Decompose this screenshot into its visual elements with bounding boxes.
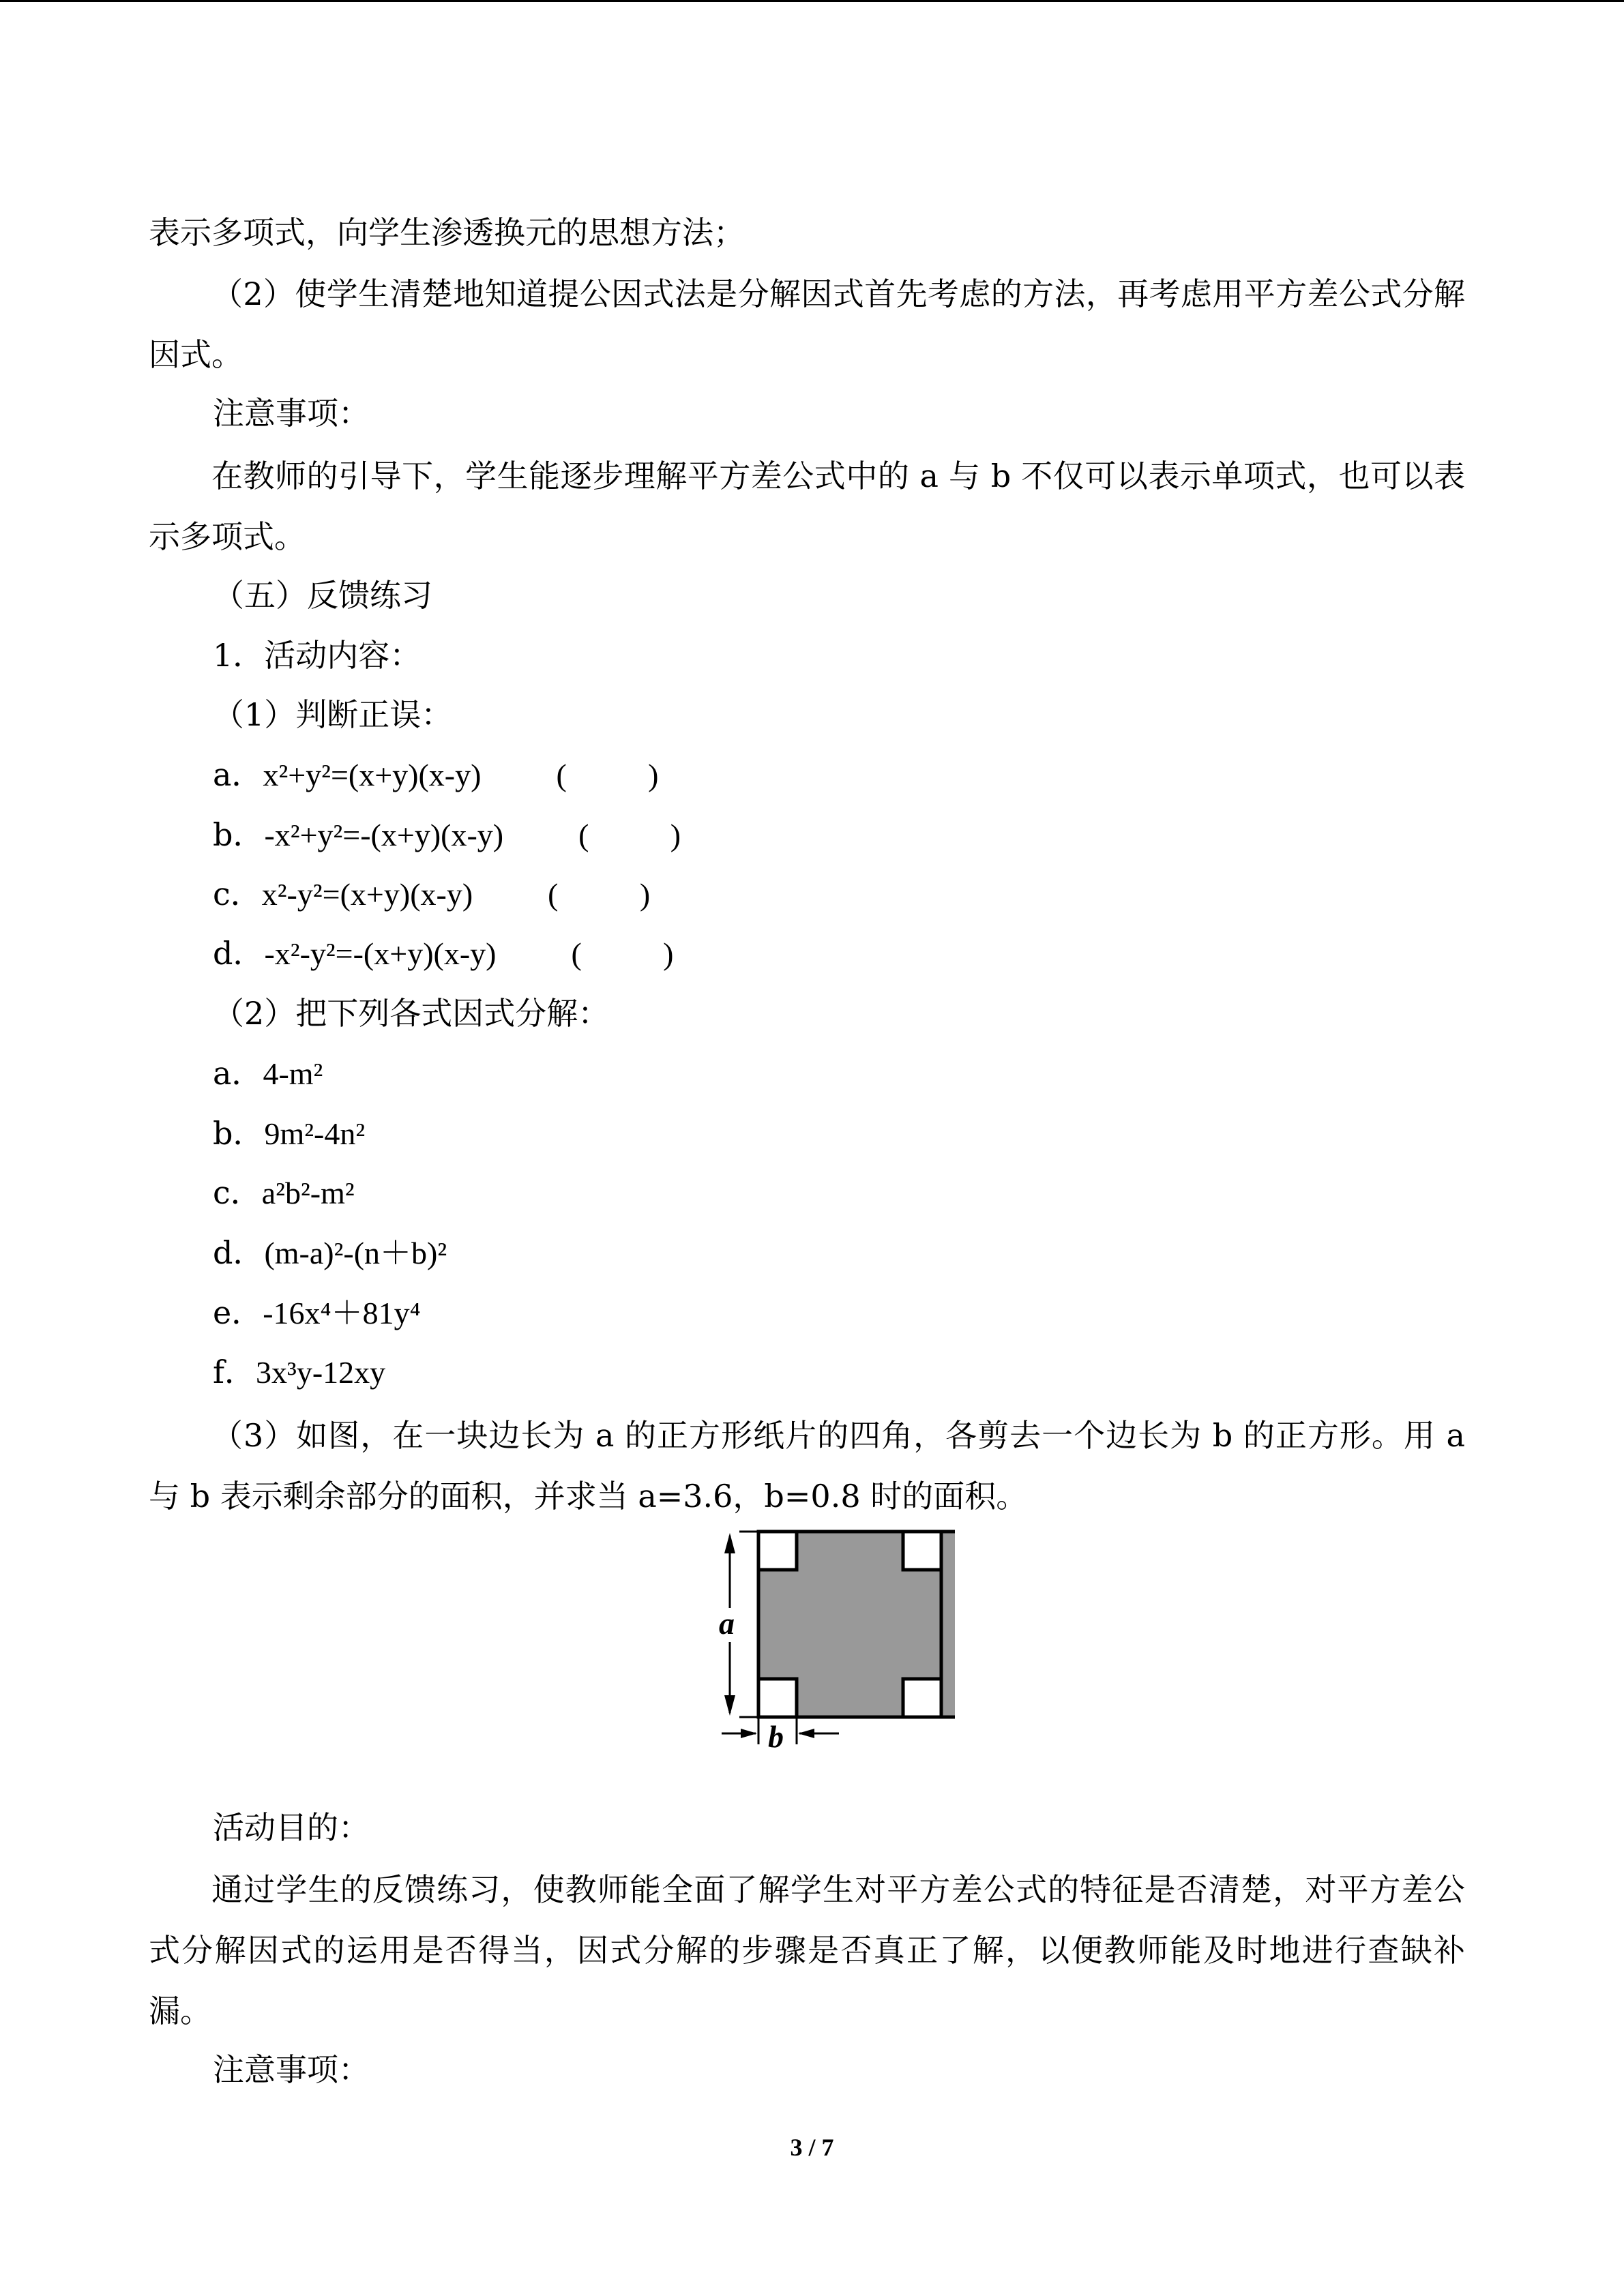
text-line: 表示多项式，向学生渗透换元的思想方法；	[149, 214, 745, 251]
q1-item-a: a．x²+y²=(x+y)(x-y) ( )	[213, 756, 659, 793]
q2-item-f-expr: 3x³y-12xy	[256, 1355, 386, 1390]
q1-item-b-expr: -x²+y²=-(x+y)(x-y)	[264, 818, 504, 852]
q2-item-a-expr: 4-m²	[263, 1056, 323, 1091]
page-number: 3 / 7	[790, 2134, 834, 2161]
q2-item-a: a．4-m²	[213, 1055, 323, 1092]
paragraph-purpose: 通过学生的反馈练习，使教师能全面了解学生对平方差公式的特征是否清楚，对平方差公式分解因式的运用是否得当，因式分解的步骤是否真正了解，以便教师能及时地进行查缺补漏。	[149, 1871, 1465, 2029]
note-title-2: 注意事项：	[213, 2051, 370, 2088]
activity-content-title: 1．活动内容：	[213, 637, 422, 674]
top-border	[0, 0, 1624, 2]
q1-item-a-expr: x²+y²=(x+y)(x-y)	[263, 758, 482, 792]
q2-item-f: f．3x³y-12xy	[213, 1354, 386, 1390]
question-2-title: （2）把下列各式因式分解：	[213, 995, 610, 1032]
answer-blank: ( )	[571, 936, 674, 971]
cut-corner-bottom-right	[903, 1679, 941, 1717]
q2-item-e-expr: -16x⁴＋81y⁴	[263, 1296, 421, 1330]
question-1-title: （1）判断正误：	[213, 696, 453, 733]
question-3-text: （3）如图，在一块边长为 a 的正方形纸片的四角，各剪去一个边长为 b 的正方形。用 a 与 b 表示剩余部分的面积，并求当 a=3.6，b=0.8 时的面积。	[149, 1417, 1465, 1515]
label-b: b	[768, 1719, 784, 1754]
q1-item-b: b．-x²+y²=-(x+y)(x-y) ( )	[213, 816, 681, 853]
purpose-title: 活动目的：	[213, 1809, 370, 1846]
cut-corner-top-left	[758, 1532, 797, 1570]
cut-corner-top-right	[903, 1532, 941, 1570]
paragraph-note: 在教师的引导下，学生能逐步理解平方差公式中的 a 与 b 不仅可以表示单项式，也可以表示多项式。	[149, 458, 1465, 555]
q1-item-c: c．x²-y²=(x+y)(x-y) ( )	[213, 876, 651, 912]
q2-item-d: d．(m-a)²-(n＋b)²	[213, 1234, 447, 1271]
cut-corner-bottom-left	[758, 1679, 797, 1717]
q1-item-d: d．-x²-y²=-(x+y)(x-y) ( )	[213, 935, 674, 972]
answer-blank: ( )	[548, 877, 651, 912]
note-title: 注意事项：	[213, 395, 370, 432]
q2-item-b-expr: 9m²-4n²	[264, 1116, 366, 1151]
q2-item-b: b．9m²-4n²	[213, 1115, 366, 1152]
q2-item-c-expr: a²b²-m²	[261, 1176, 355, 1210]
q1-item-d-expr: -x²-y²=-(x+y)(x-y)	[264, 936, 497, 971]
q1-item-c-expr: x²-y²=(x+y)(x-y)	[261, 877, 473, 912]
q2-item-d-expr: (m-a)²-(n＋b)²	[264, 1236, 447, 1270]
paragraph-2: （2）使学生清楚地知道提公因式法是分解因式首先考虑的方法，再考虑用平方差公式分解因式。	[149, 275, 1465, 373]
answer-blank: ( )	[556, 758, 659, 792]
square-cutout-figure	[709, 1526, 955, 1758]
answer-blank: ( )	[578, 818, 681, 852]
section-title: （五）反馈练习	[213, 577, 432, 614]
q2-item-c: c．a²b²-m²	[213, 1174, 355, 1211]
q2-item-e: e．-16x⁴＋81y⁴	[213, 1294, 421, 1331]
label-a: a	[719, 1606, 735, 1641]
